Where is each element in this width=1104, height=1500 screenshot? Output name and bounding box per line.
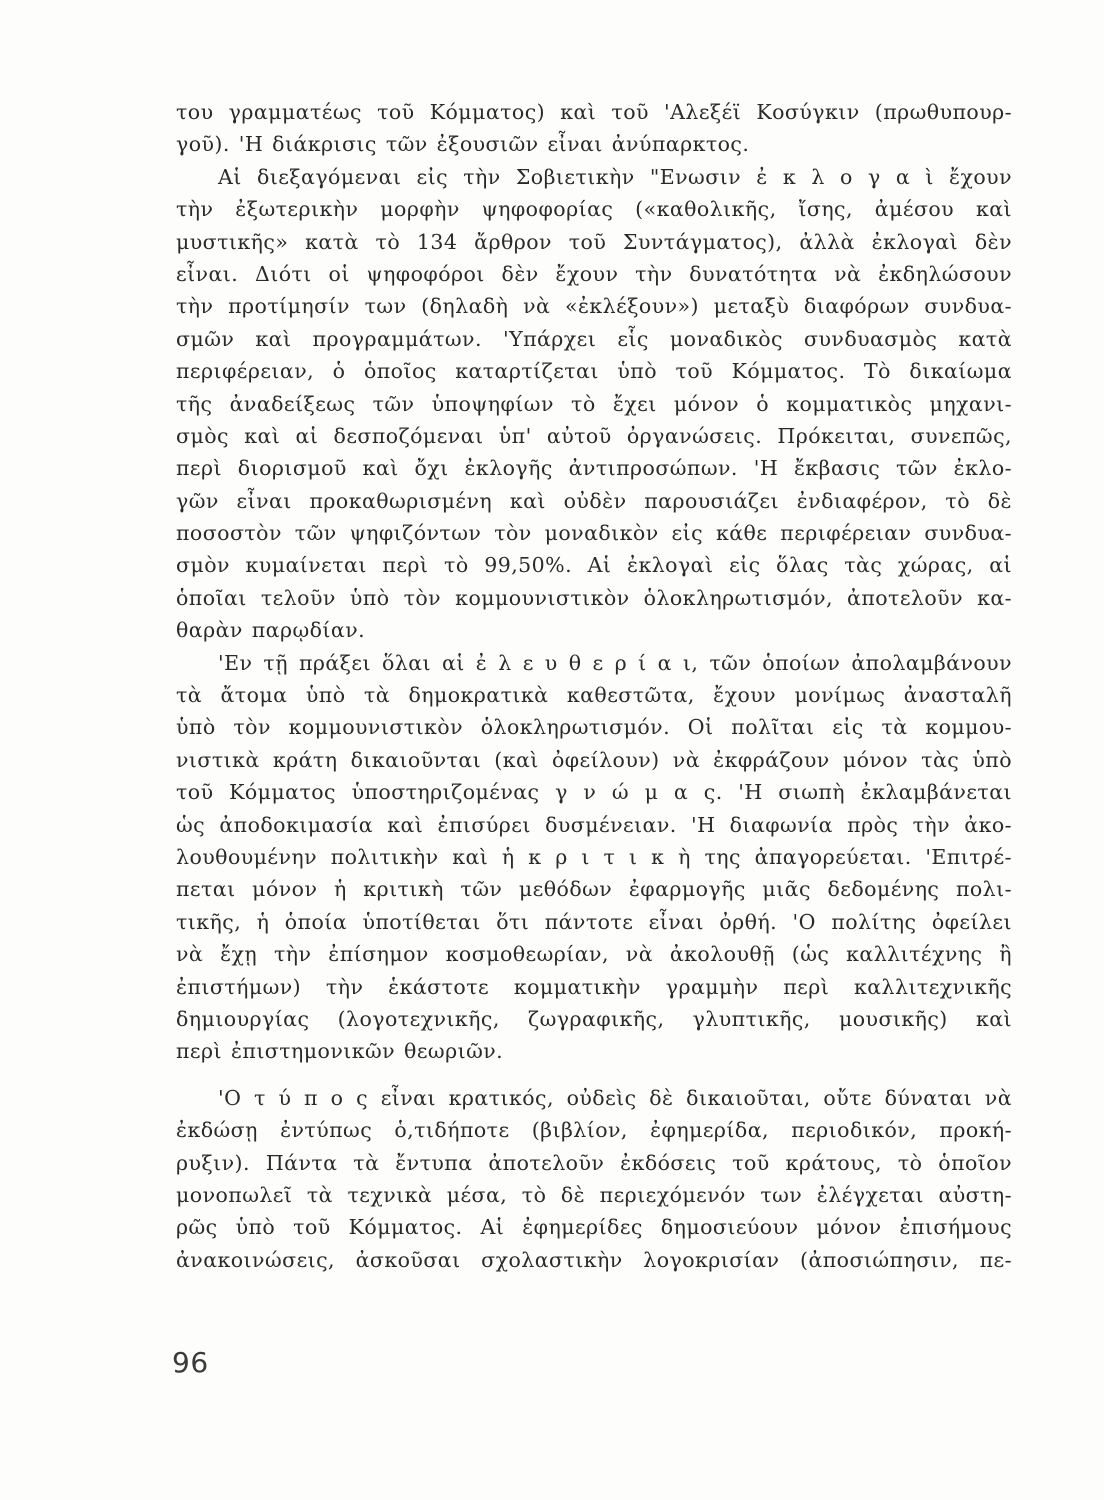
text-line: σμὸν κυμαίνεται περὶ τὸ 99,50%. Αἱ ἐκλογαὶ εἰς ὅλας τὰς χώρας, αἱ bbox=[176, 553, 1012, 578]
text-line: ρυξιν). Πάντα τὰ ἔντυπα ἀποτελοῦν ἐκδόσεις τοῦ κράτους, τὸ ὁποῖον bbox=[176, 1150, 1012, 1175]
text-line: ὁποῖαι τελοῦν ὑπὸ τὸν κομμουνιστικὸν ὁλοκληρωτισμόν, ἀποτελοῦν κα- bbox=[176, 585, 1012, 610]
text-line: πεται μόνον ἡ κριτικὴ τῶν μεθόδων ἐφαρμογῆς μιᾶς δεδομένης πολι- bbox=[176, 877, 1012, 902]
text-line: περὶ ἐπιστημονικῶν θεωριῶν. bbox=[176, 1039, 504, 1064]
text-line: τῆς ἀναδείξεως τῶν ὑποψηφίων τὸ ἔχει μόνον ὁ κομματικὸς μηχανι- bbox=[176, 391, 1012, 416]
text-line: του γραμματέως τοῦ Κόμματος) καὶ τοῦ 'Αλεξέϊ Κοσύγκιν (πρωθυπουρ- bbox=[176, 100, 1012, 124]
text-line: περιφέρειαν, ὁ ὁποῖος καταρτίζεται ὑπὸ τοῦ Κόμματος. Τὸ δικαίωμα bbox=[176, 359, 1012, 384]
page-number: 96 bbox=[172, 1346, 209, 1379]
paragraph bbox=[176, 647, 1012, 1068]
text-line: Αἱ διεξαγόμεναι εἰς τὴν Σοβιετικὴν "Ενωσιν ἐ κ λ ο γ α ὶ ἔχουν bbox=[218, 164, 1012, 189]
text-line: σμὸς καὶ αἱ δεσποζόμεναι ὑπ' αὐτοῦ ὀργανώσεις. Πρόκειται, συνεπῶς, bbox=[176, 423, 1012, 448]
text-line: εἶναι. Διότι οἱ ψηφοφόροι δὲν ἔχουν τὴν δυνατότητα νὰ ἐκδηλώσουν bbox=[176, 261, 1012, 286]
body-text bbox=[176, 96, 1012, 1276]
paragraph bbox=[176, 96, 1012, 161]
text-line: τὴν ἐξωτερικὴν μορφὴν ψηφοφορίας («καθολικῆς, ἴσης, ἀμέσου καὶ bbox=[176, 197, 1012, 222]
text-line: νιστικὰ κράτη δικαιοῦνται (καὶ ὀφείλουν) νὰ ἐκφράζουν μόνον τὰς ὑπὸ bbox=[176, 747, 1012, 772]
text-line: ποσοστὸν τῶν ψηφιζόντων τὸν μοναδικὸν εἰς κάθε περιφέρειαν συνδυα- bbox=[176, 521, 1012, 546]
paragraph-gap bbox=[176, 1068, 1012, 1082]
paragraph bbox=[176, 1082, 1012, 1276]
text-line: 'Εν τῇ πράξει ὅλαι αἱ ἐ λ ε υ θ ε ρ ί α ι, τῶν ὁποίων ἀπολαμβάνουν bbox=[218, 650, 1012, 675]
text-line: ὑπὸ τὸν κομμουνιστικὸν ὁλοκληρωτισμόν. Οἱ πολῖται εἰς τὰ κομμου- bbox=[176, 715, 1012, 740]
paragraph bbox=[176, 161, 1012, 647]
text-line: σμῶν καὶ προγραμμάτων. 'Υπάρχει εἷς μοναδικὸς συνδυασμὸς κατὰ bbox=[176, 326, 1012, 351]
text-line: γοῦ). 'Η διάκρισις τῶν ἐξουσιῶν εἶναι ἀνύπαρκτος. bbox=[176, 132, 750, 157]
text-line: περὶ διορισμοῦ καὶ ὄχι ἐκλογῆς ἀντιπροσώπων. 'Η ἔκβασις τῶν ἐκλο- bbox=[176, 456, 1012, 481]
text-line: ἀνακοινώσεις, ἀσκοῦσαι σχολαστικὴν λογοκρισίαν (ἀποσιώπησιν, πε- bbox=[176, 1247, 1012, 1272]
text-line: 'Ο τ ύ π ο ς εἶναι κρατικός, οὐδεὶς δὲ δικαιοῦται, οὔτε δύναται νὰ bbox=[218, 1085, 1012, 1110]
text-line: μονοπωλεῖ τὰ τεχνικὰ μέσα, τὸ δὲ περιεχόμενόν των ἐλέγχεται αὐστη- bbox=[176, 1182, 1012, 1207]
text-line: τοῦ Κόμματος ὑποστηριζομένας γ ν ώ μ α ς. 'Η σιωπὴ ἐκλαμβάνεται bbox=[176, 780, 1012, 805]
text-line: τικῆς, ἡ ὁποία ὑποτίθεται ὅτι πάντοτε εἶναι ὀρθή. 'Ο πολίτης ὀφείλει bbox=[176, 909, 1012, 934]
text-line: νὰ ἔχῃ τὴν ἐπίσημον κοσμοθεωρίαν, νὰ ἀκολουθῇ (ὡς καλλιτέχνης ἢ bbox=[176, 942, 1012, 967]
text-line: μυστικῆς» κατὰ τὸ 134 ἄρθρον τοῦ Συντάγματος), ἀλλὰ ἐκλογαὶ δὲν bbox=[176, 229, 1012, 254]
text-line: λουθουμένην πολιτικὴν καὶ ἡ κ ρ ι τ ι κ ὴ της ἀπαγορεύεται. 'Επιτρέ- bbox=[176, 844, 1012, 869]
text-line: ἐπιστήμων) τὴν ἑκάστοτε κομματικὴν γραμμὴν περὶ καλλιτεχνικῆς bbox=[176, 974, 1012, 999]
text-line: τὴν προτίμησίν των (δηλαδὴ νὰ «ἐκλέξουν») μεταξὺ διαφόρων συνδυα- bbox=[176, 294, 1012, 319]
text-line: ρῶς ὑπὸ τοῦ Κόμματος. Αἱ ἐφημερίδες δημοσιεύουν μόνον ἐπισήμους bbox=[176, 1215, 1012, 1240]
text-line: τὰ ἄτομα ὑπὸ τὰ δημοκρατικὰ καθεστῶτα, ἔχουν μονίμως ἀνασταλῆ bbox=[176, 683, 1012, 708]
text-line: θαρὰν παρῳδίαν. bbox=[176, 618, 366, 643]
text-line: ἐκδώσῃ ἐντύπως ὁ,τιδήποτε (βιβλίον, ἐφημερίδα, περιοδικόν, προκή- bbox=[176, 1118, 1012, 1143]
text-line: δημιουργίας (λογοτεχνικῆς, ζωγραφικῆς, γλυπτικῆς, μουσικῆς) καὶ bbox=[176, 1006, 1012, 1031]
text-line: ὡς ἀποδοκιμασία καὶ ἐπισύρει δυσμένειαν. 'Η διαφωνία πρὸς τὴν ἀκο- bbox=[176, 812, 1012, 837]
text-line: γῶν εἶναι προκαθωρισμένη καὶ οὐδὲν παρουσιάζει ἐνδιαφέρον, τὸ δὲ bbox=[176, 488, 1012, 513]
